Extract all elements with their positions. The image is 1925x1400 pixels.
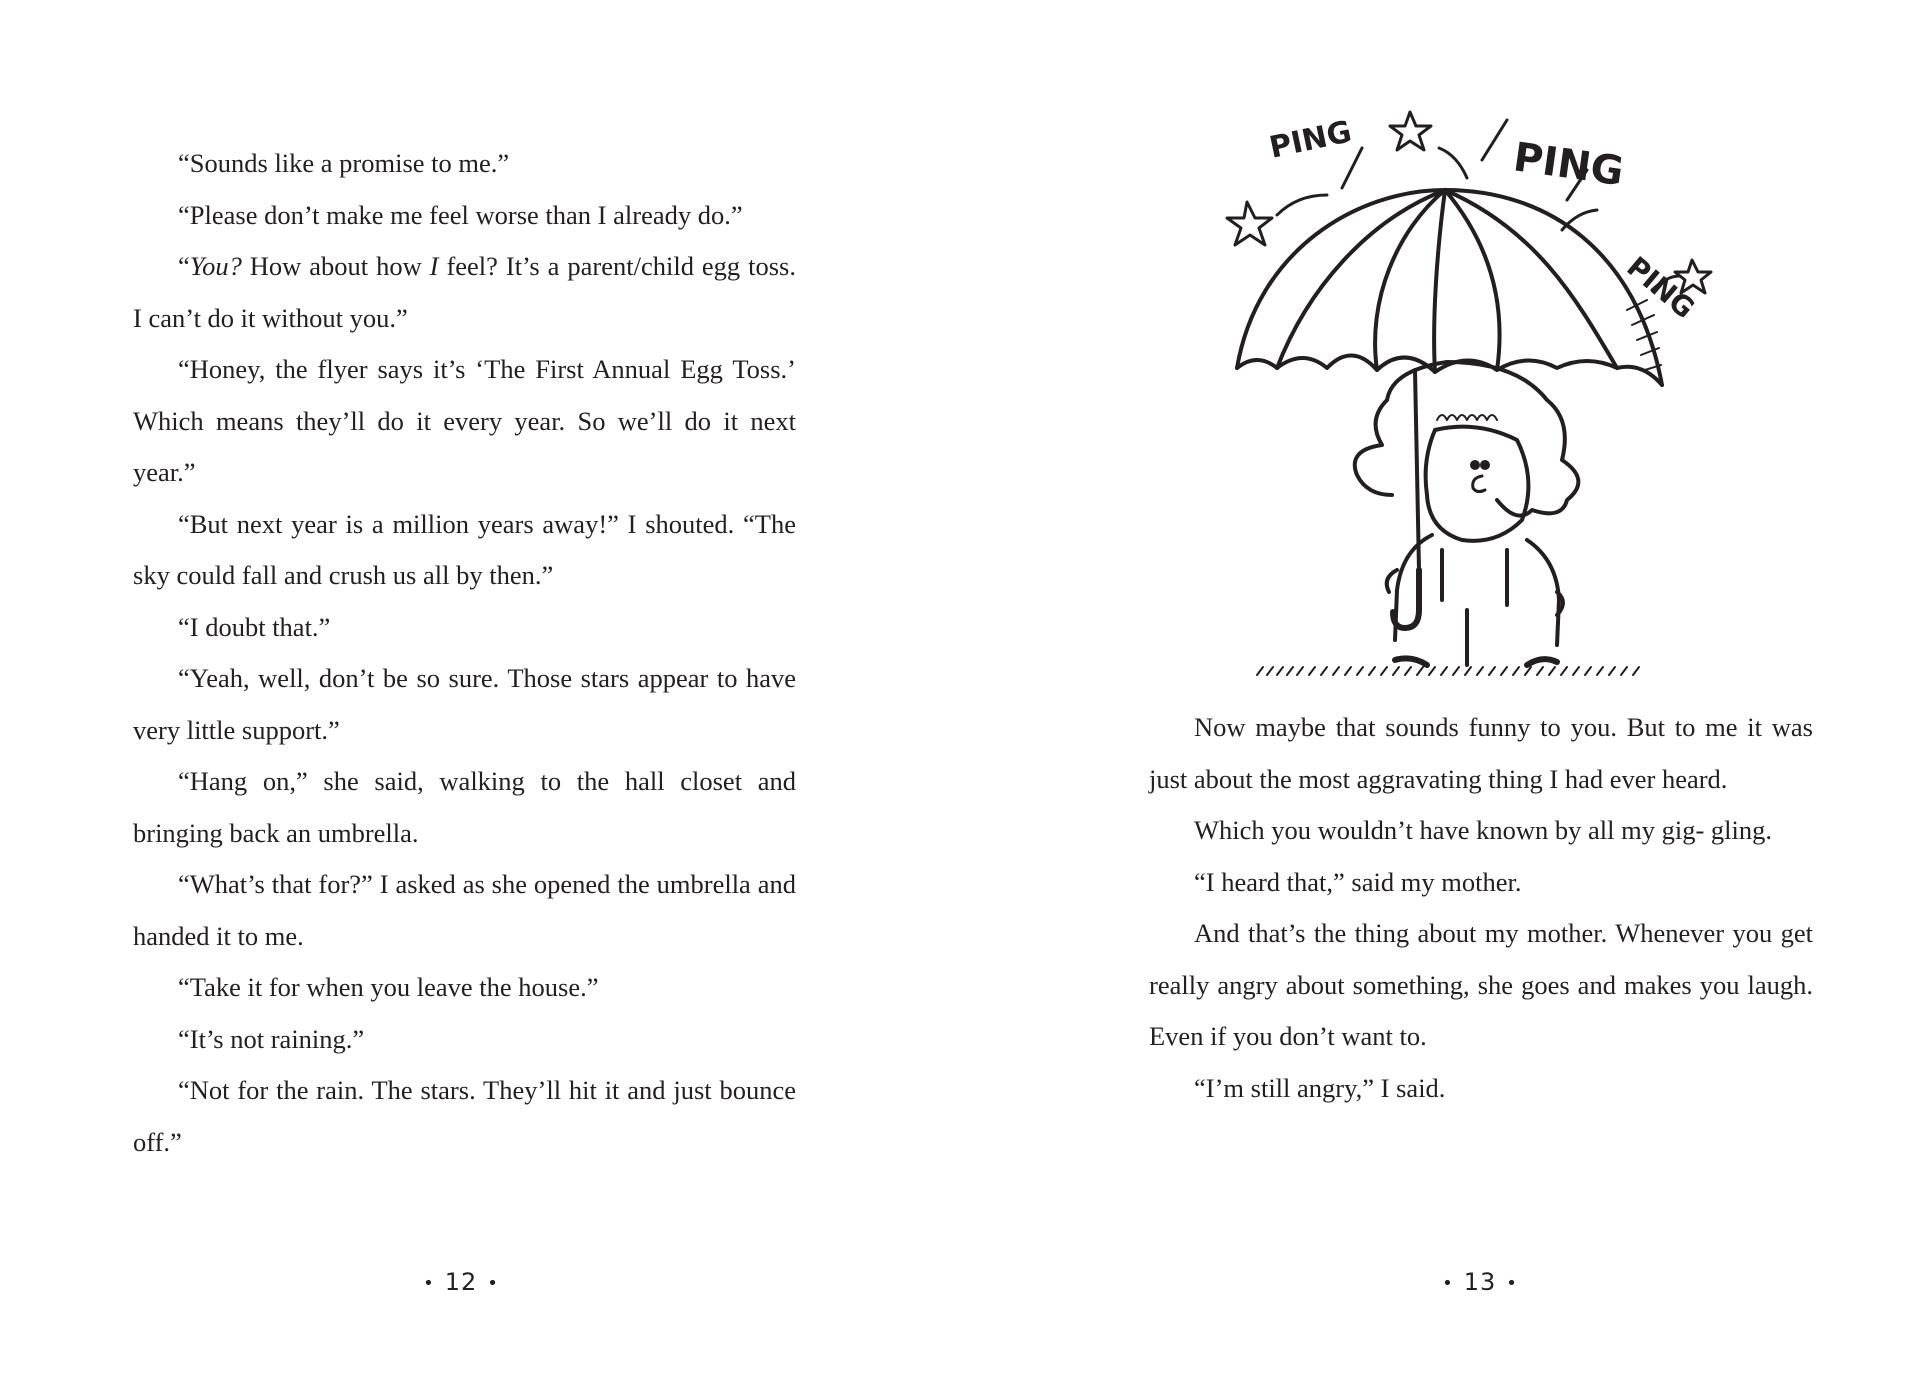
paragraph: “Not for the rain. The stars. They’ll hit it and just bounce off.” xyxy=(133,1075,796,1157)
folio-dot: • xyxy=(423,1272,435,1294)
right-page-body xyxy=(1149,702,1813,1114)
paragraph: “Take it for when you leave the house.” xyxy=(178,972,599,1002)
left-page xyxy=(0,0,962,1400)
text-run: feel? It’s a parent/child egg toss. I can’t do it without you.” xyxy=(133,251,796,333)
ping-label: PING xyxy=(1510,134,1627,196)
right-page xyxy=(962,0,1925,1400)
paragraph: Now maybe that sounds funny to you. But to me it was just about the most aggravating thing I had ever heard. xyxy=(1149,712,1813,794)
character-eye xyxy=(1472,462,1478,468)
paragraph: “What’s that for?” I asked as she opened the umbrella and handed it to me. xyxy=(133,869,796,951)
character-face xyxy=(1426,427,1529,541)
page-number-left xyxy=(361,1268,561,1296)
paragraph: “Hang on,” she said, walking to the hall closet and bringing back an umbrella. xyxy=(133,766,796,848)
umbrella-drawing xyxy=(1217,100,1757,690)
umbrella-shaft xyxy=(1415,370,1419,570)
left-page-body xyxy=(133,138,796,1168)
folio-dot: • xyxy=(487,1272,499,1294)
star-icon xyxy=(1390,112,1431,150)
star-icon xyxy=(1227,202,1272,245)
paragraph: Which you wouldn’t have known by all my gig- gling. xyxy=(1194,815,1773,845)
paragraph xyxy=(133,241,796,344)
emphasis: I xyxy=(429,251,439,281)
folio-dot: • xyxy=(1442,1272,1454,1294)
paragraph: “I doubt that.” xyxy=(178,611,331,642)
paragraph: “Honey, the flyer says it’s ‘The First Annual Egg Toss.’ Which means they’ll do it every year. So we’ll do it next year.” xyxy=(133,354,796,487)
character-feet xyxy=(1395,658,1557,665)
paragraph: “Please don’t make me feel worse than I already do.” xyxy=(178,199,743,230)
page-number: 12 xyxy=(444,1268,478,1296)
character-hair xyxy=(1355,362,1579,516)
paragraph: “I’m still angry,” I said. xyxy=(1194,1072,1446,1103)
page-number-right xyxy=(1380,1268,1580,1296)
text-run: “ xyxy=(178,251,190,281)
ping-label: PING xyxy=(1266,114,1355,166)
paragraph: “Sounds like a promise to me.” xyxy=(178,148,510,178)
umbrella-canopy xyxy=(1237,190,1662,385)
text-run: How about how xyxy=(241,251,430,281)
page-number: 13 xyxy=(1463,1268,1497,1296)
emphasis: You? xyxy=(189,251,242,281)
paragraph: “Yeah, well, don’t be so sure. Those stars appear to have very little support.” xyxy=(133,663,796,745)
character-mouth xyxy=(1473,476,1485,492)
folio-dot: • xyxy=(1506,1272,1518,1294)
character-eye xyxy=(1482,462,1488,468)
paragraph: “I heard that,” said my mother. xyxy=(1194,866,1522,897)
paragraph: And that’s the thing about my mother. Whenever you get really angry about something, she goes and makes you laugh. Even if you don’t want to. xyxy=(1149,918,1813,1051)
ping-label: PING xyxy=(1620,250,1701,326)
paragraph: “It’s not raining.” xyxy=(178,1023,365,1054)
paragraph: “But next year is a million years away!” I shouted. “The sky could fall and crush us all by then.” xyxy=(133,508,796,590)
umbrella-illustration xyxy=(1217,100,1757,690)
umbrella-edge xyxy=(1237,355,1662,385)
ground-hatching xyxy=(1257,667,1639,675)
